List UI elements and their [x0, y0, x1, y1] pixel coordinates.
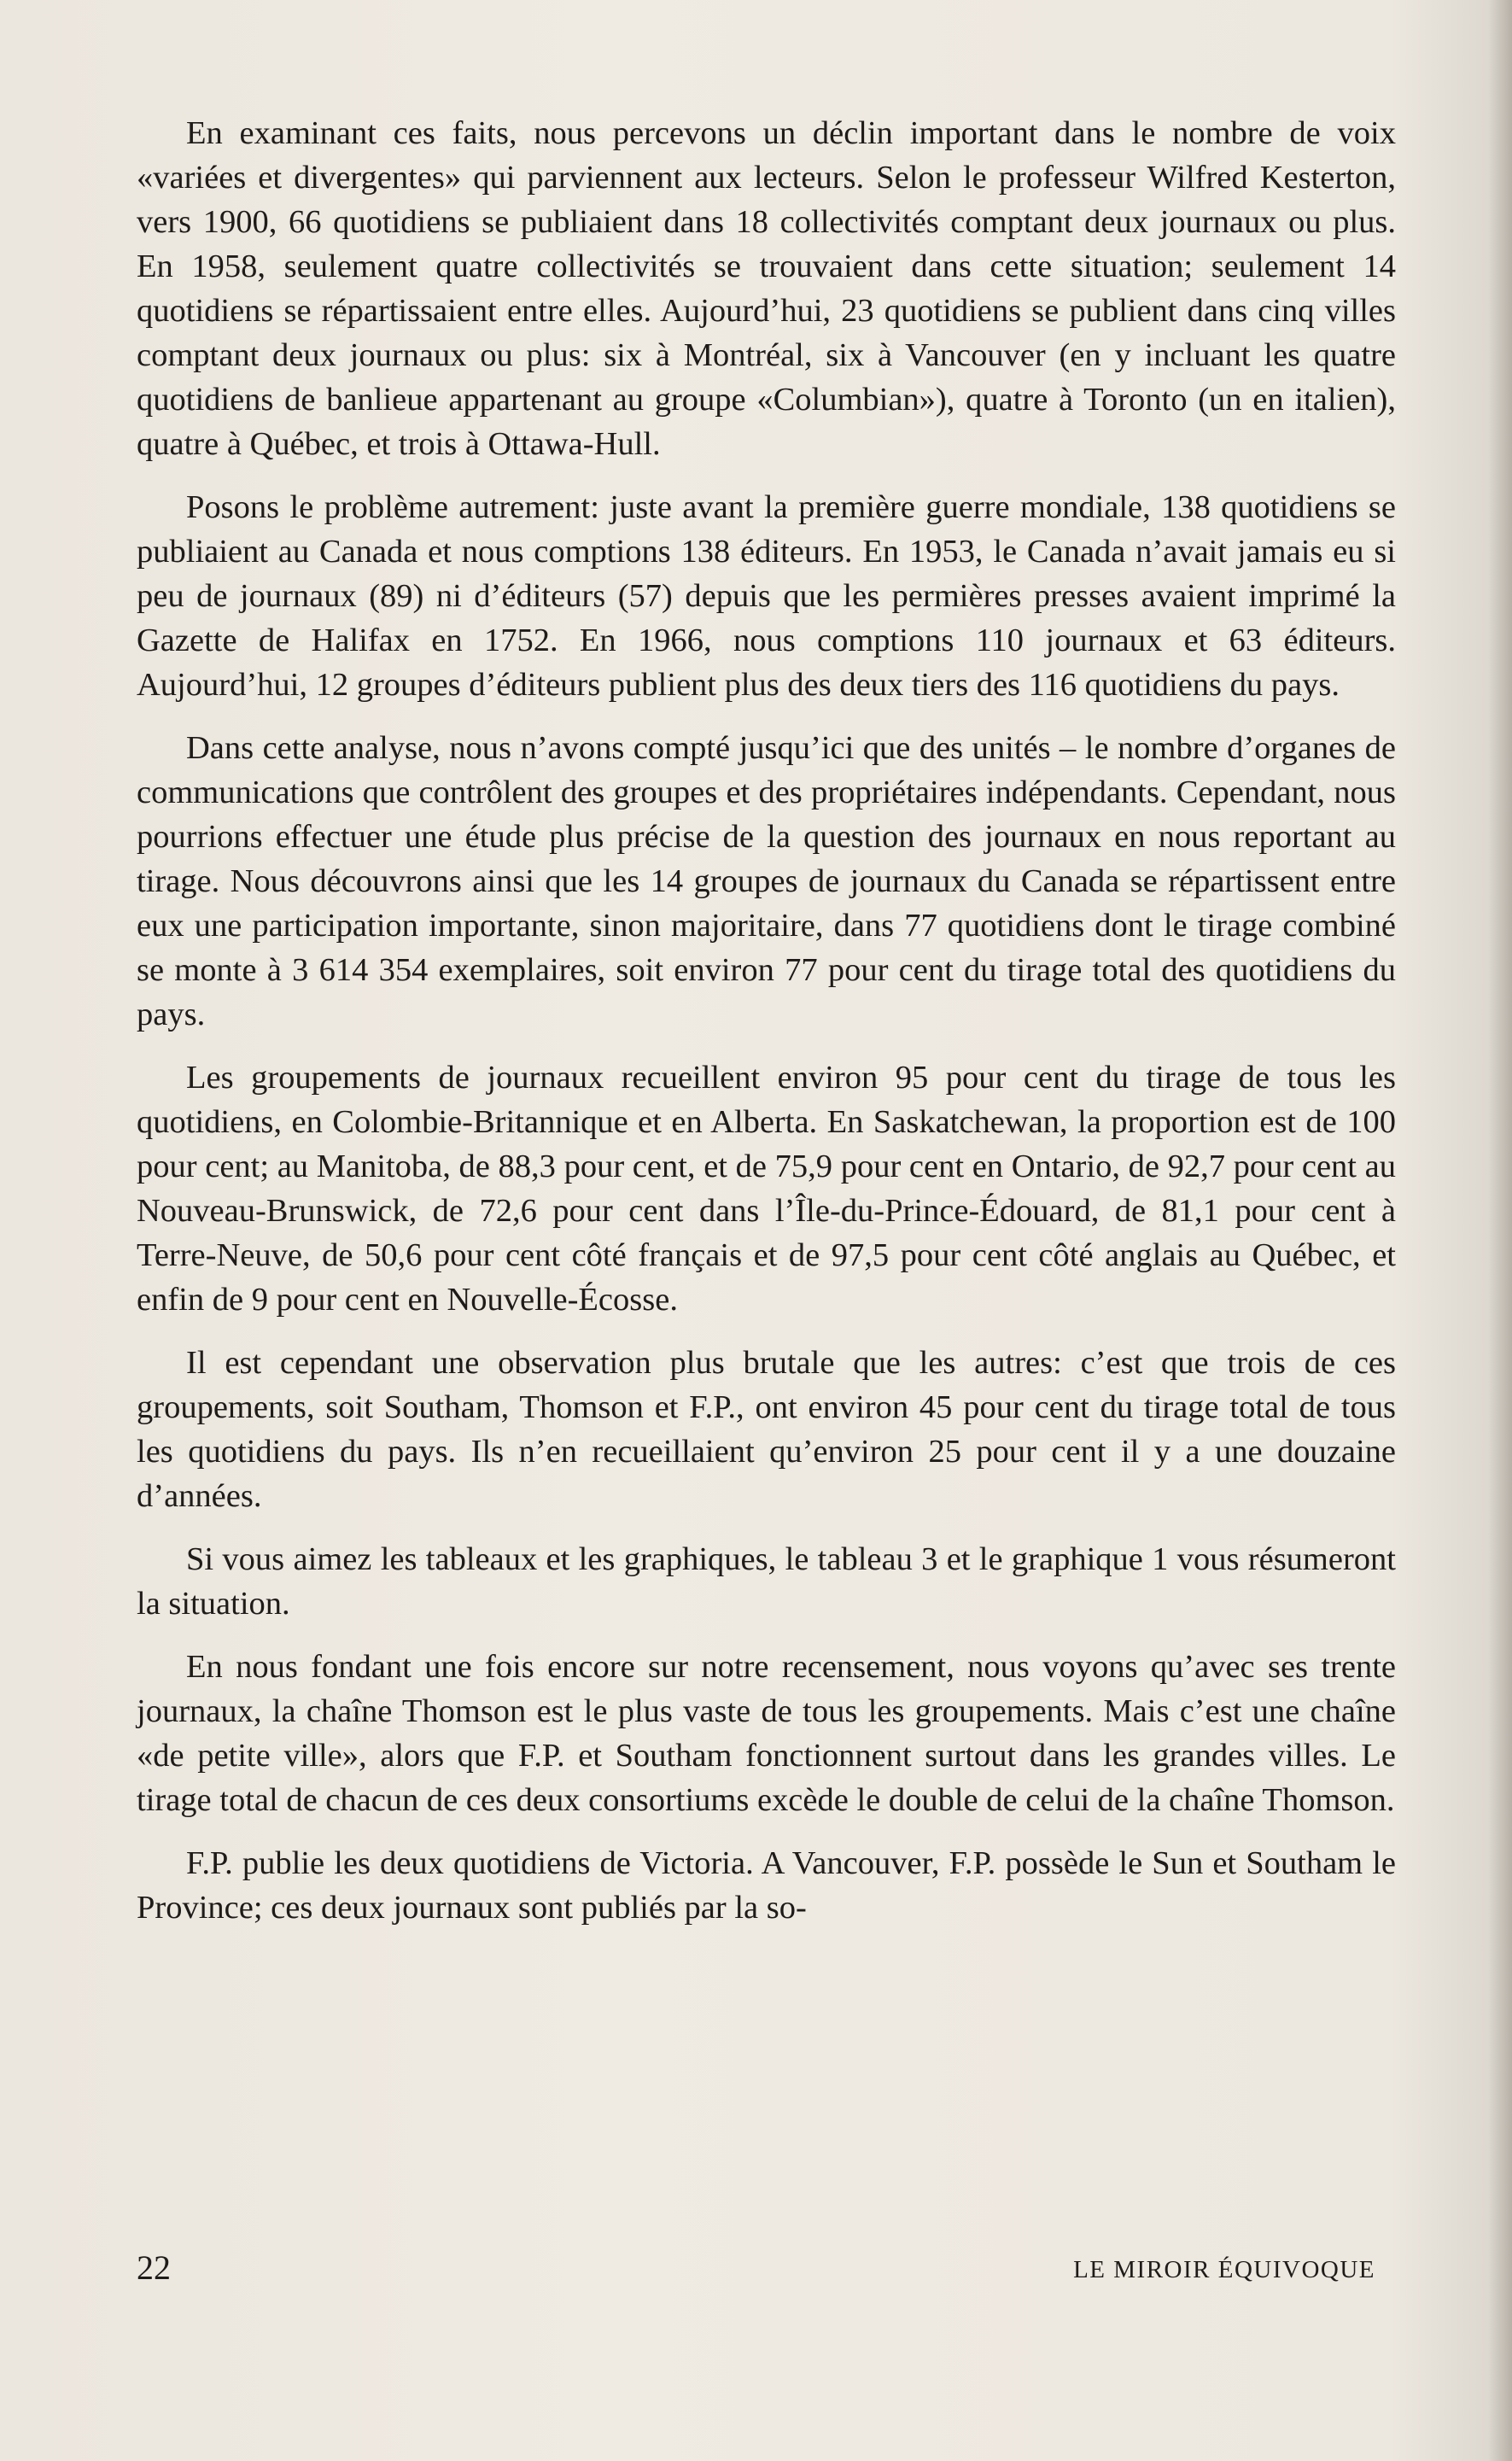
body-text: [137, 111, 1396, 1949]
paragraph-4: Les groupements de journaux recueillent environ 95 pour cent du tirage de tous les quotidiens, en Colombie-Britannique et en Alberta. En Saskatchewan, la proportion est de 100 pour cent; au Manitoba, de 88,3 pour cent, et de 75,9 pour cent en Ontario, de 92,7 pour cent au Nouveau-Brunswick, de 72,6 pour cent dans l’Île-du-Prince-Édouard, de 81,1 pour cent à Terre-Neuve, de 50,6 pour cent côté français et de 97,5 pour cent côté anglais au Québec, et enfin de 9 pour cent en Nouvelle-Écosse.: [137, 1060, 1396, 1318]
page-edge-shadow: [1488, 0, 1512, 2461]
paragraph-3: Dans cette analyse, nous n’avons compté jusqu’ici que des unités – le nombre d’organes de communications que contrôlent des groupes et des propriétaires indépendants. Cependant, nous pourrions effectuer une étude plus précise de la question des journaux en nous reportant au tirage. Nous découvrons ainsi que les 14 groupes de journaux du Canada se répartissent entre eux une participation importante, sinon majoritaire, dans 77 quotidiens dont le tirage combiné se monte à 3 614 354 exemplaires, soit environ 77 pour cent du tirage total des quotidiens du pays.: [137, 730, 1396, 1032]
running-title: LE MIROIR ÉQUIVOQUE: [1073, 2256, 1375, 2283]
page-number: 22: [137, 2248, 171, 2287]
paragraph-5: Il est cependant une observation plus brutale que les autres: c’est que trois de ces groupements, soit Southam, Thomson et F.P., ont environ 45 pour cent du tirage total de tous les quotidiens du pays. Ils n’en recueillaient qu’environ 25 pour cent il y a une douzaine d’années.: [137, 1345, 1396, 1514]
paragraph-2: Posons le problème autrement: juste avant la première guerre mondiale, 138 quotidiens se publiaient au Canada et nous comptions 138 éditeurs. En 1953, le Canada n’avait jamais eu si peu de journaux (89) ni d’éditeurs (57) depuis que les permières presses avaient imprimé la Gazette de Halifax en 1752. En 1966, nous comptions 110 journaux et 63 éditeurs. Aujourd’hui, 12 groupes d’éditeurs publient plus des deux tiers des 116 quotidiens du pays.: [137, 489, 1396, 703]
paragraph-7: En nous fondant une fois encore sur notre recensement, nous voyons qu’avec ses trente journaux, la chaîne Thomson est le plus vaste de tous les groupements. Mais c’est une chaîne «de petite ville», alors que F.P. et Southam fonctionnent surtout dans les grandes villes. Le tirage total de chacun de ces deux consortiums excède le double de celui de la chaîne Thomson.: [137, 1649, 1396, 1818]
paragraph-1: En examinant ces faits, nous percevons un déclin important dans le nombre de voix «variées et divergentes» qui parviennent aux lecteurs. Selon le professeur Wilfred Kesterton, vers 1900, 66 quotidiens se publiaient dans 18 collectivités comptant deux journaux ou plus. En 1958, seulement quatre collectivités se trouvaient dans cette situation; seulement 14 quotidiens se répartissaient entre elles. Aujourd’hui, 23 quotidiens se publient dans cinq villes comptant deux journaux ou plus: six à Montréal, six à Vancouver (en y incluant les quatre quotidiens de banlieue appartenant au groupe «Columbian»), quatre à Toronto (un en italien), quatre à Québec, et trois à Ottawa-Hull.: [137, 115, 1396, 462]
paragraph-8: F.P. publie les deux quotidiens de Victoria. A Vancouver, F.P. possède le Sun et Southam le Province; ces deux journaux sont publiés par la so-: [137, 1845, 1396, 1926]
paragraph-6: Si vous aimez les tableaux et les graphiques, le tableau 3 et le graphique 1 vous résumeront la situation.: [137, 1541, 1396, 1622]
page-footer: [137, 2246, 1396, 2297]
